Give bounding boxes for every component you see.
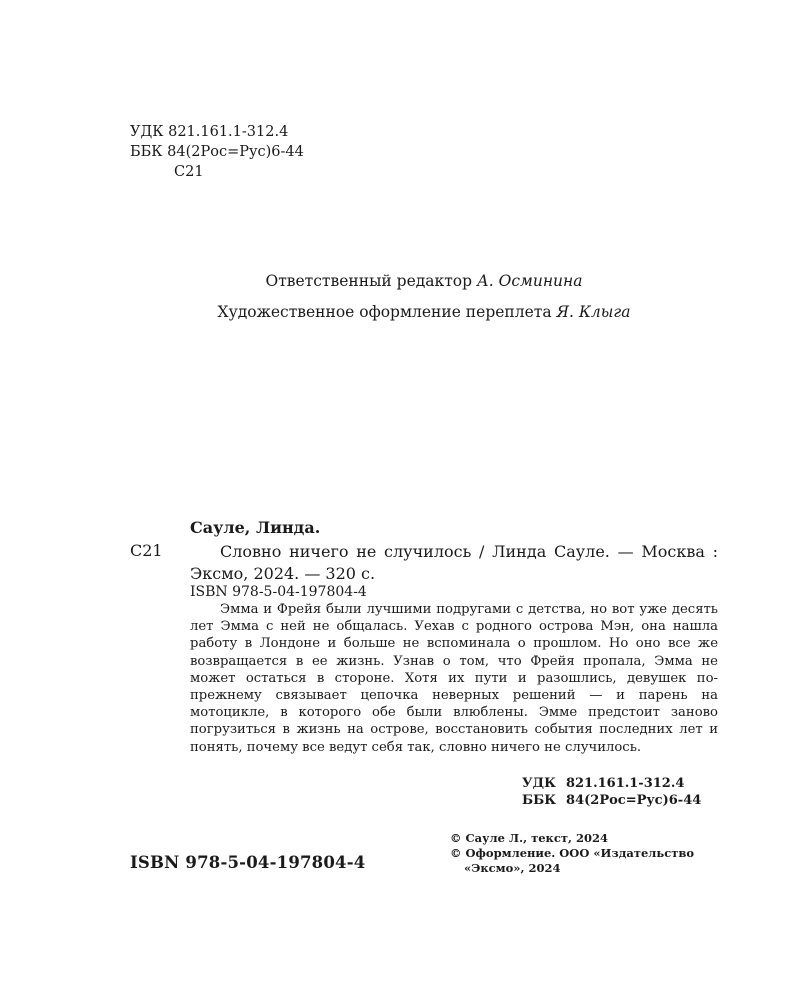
isbn-large: ISBN 978-5-04-197804-4 bbox=[130, 853, 366, 872]
title-statement: Словно ничего не случилось / Линда Сауле. — Москва : Эксмо, 2024. — 320 с. bbox=[190, 542, 718, 583]
editor-label: Ответственный редактор bbox=[265, 272, 473, 290]
classification-codes-top bbox=[130, 122, 304, 182]
copyright-text: © Сауле Л., текст, 2024 bbox=[450, 831, 608, 845]
udk-code: УДК 821.161.1-312.4 bbox=[130, 124, 289, 140]
annotation: Эмма и Фрейя были лучшими подругами с детства, но вот уже десять лет Эмма с ней не общалась. Уехав с родного острова Мэн, она нашла работу в Лондоне и больше не вспоминала о прошлом. Но оно все же возвращается в ее жизнь. Узнав о том, что Фрейя пропала, Эмма не может остаться в стороне. Хотя их пути и разошлись, девушек по-прежнему связывает цепочка неверных решений — и парень на мотоцикле, в которого обе были влюблены. Эмме предстоит заново погрузиться в жизнь на острове, восстановить события последних лет и понять, почему все ведут себя так, словно ничего не случилось. bbox=[190, 602, 718, 755]
author-heading: Сауле, Линда. bbox=[190, 518, 321, 537]
record-isbn: ISBN 978-5-04-197804-4 bbox=[190, 584, 367, 600]
record-author-mark: С21 bbox=[130, 541, 163, 560]
editor-credit bbox=[0, 272, 800, 290]
record-bbk bbox=[522, 792, 701, 809]
copyright-block bbox=[450, 831, 694, 876]
design-name: Я. Клыга bbox=[556, 303, 631, 321]
record-bbk-value: 84(2Рос=Рус)6-44 bbox=[566, 793, 702, 808]
record-udk-value: 821.161.1-312.4 bbox=[565, 776, 685, 791]
record-bbk-label: ББК bbox=[522, 793, 557, 808]
design-label: Художественное оформление переплета bbox=[217, 303, 552, 321]
author-mark: С21 bbox=[174, 164, 204, 180]
bbk-code: ББК 84(2Рос=Рус)6-44 bbox=[130, 144, 304, 160]
design-credit bbox=[0, 303, 800, 321]
copyright-design-line1: © Оформление. ООО «Издательство bbox=[450, 846, 694, 860]
classification-codes-record bbox=[522, 775, 701, 809]
editor-name: А. Осминина bbox=[477, 272, 583, 290]
copyright-design-line2: «Эксмо», 2024 bbox=[464, 861, 561, 875]
record-udk bbox=[522, 775, 701, 792]
record-udk-label: УДК bbox=[522, 776, 556, 791]
